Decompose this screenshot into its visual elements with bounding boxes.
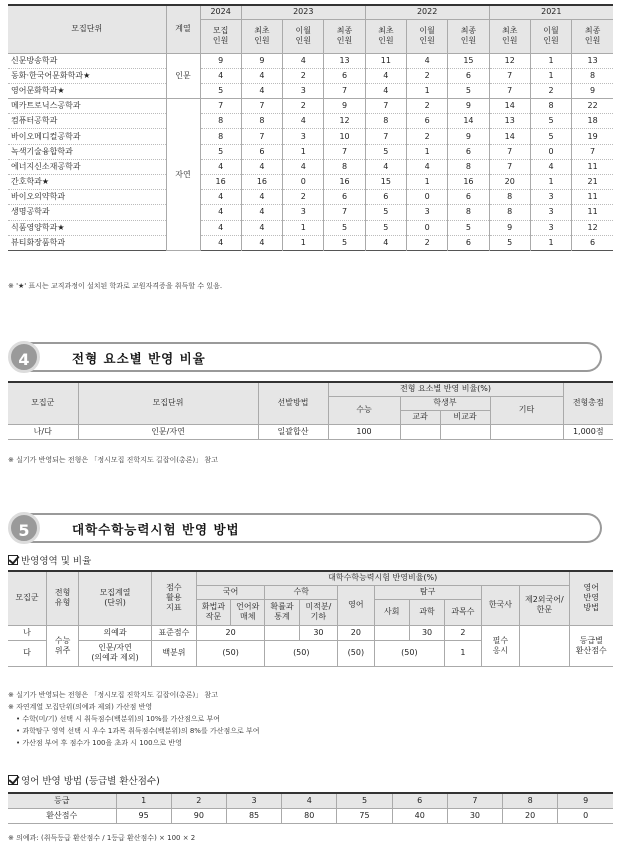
cell-group: 다 bbox=[8, 640, 47, 666]
cell-value: 5 bbox=[448, 220, 489, 235]
english-grade-table bbox=[8, 792, 613, 824]
cell-foreign-language bbox=[520, 625, 569, 666]
cell-value: 21 bbox=[572, 175, 613, 190]
cell-score: 75 bbox=[337, 808, 392, 823]
header-method: 선발방법 bbox=[258, 382, 328, 424]
cell-unit: 녹색기술융합학과 bbox=[8, 144, 166, 159]
footnote-line: • 수학(미/기) 선택 시 취득점수(백분위)의 10%를 가산점으로 부여 bbox=[16, 715, 221, 723]
table-row bbox=[8, 144, 613, 159]
cell-value: 5 bbox=[200, 83, 241, 98]
cell-total: 1,000점 bbox=[563, 424, 613, 439]
header-social: 사회 bbox=[374, 599, 409, 625]
cell-unit: 에너지신소재공학과 bbox=[8, 159, 166, 174]
cell-value: 16 bbox=[200, 175, 241, 190]
cell-korean-history: 필수 응시 bbox=[481, 625, 520, 666]
table-row bbox=[8, 129, 613, 144]
cell-value: 4 bbox=[200, 159, 241, 174]
cell-method: 일괄합산 bbox=[258, 424, 328, 439]
footnote-line: ※ 실기가 반영되는 전형은 「정시모집 진학지도 길잡이(총론)」 참고 bbox=[8, 691, 218, 699]
cell-value: 5 bbox=[365, 205, 406, 220]
cell-value: 4 bbox=[283, 114, 324, 129]
cell-value: 1 bbox=[406, 175, 447, 190]
header-transfer: 이월 인원 bbox=[530, 19, 571, 53]
cell-value: 7 bbox=[489, 68, 530, 83]
cell-value: 19 bbox=[572, 129, 613, 144]
cell-nonsubject bbox=[440, 424, 490, 439]
cell-value: 11 bbox=[572, 159, 613, 174]
header-english: 영어 bbox=[338, 585, 374, 625]
cell-value: 6 bbox=[448, 235, 489, 250]
cell-value: 4 bbox=[241, 190, 282, 205]
cell-value: 11 bbox=[365, 53, 406, 68]
cell-math: (50) bbox=[265, 640, 338, 666]
header-language-media: 언어와 매체 bbox=[231, 599, 265, 625]
cell-value: 8 bbox=[241, 114, 282, 129]
cell-value: 1 bbox=[530, 235, 571, 250]
cell-english: 20 bbox=[338, 625, 374, 640]
cell-value: 5 bbox=[365, 144, 406, 159]
header-group: 모집군 bbox=[8, 571, 47, 625]
cell-value: 4 bbox=[200, 235, 241, 250]
header-csat: 수능 bbox=[328, 396, 400, 424]
cell-value: 7 bbox=[489, 83, 530, 98]
header-speech-writing: 화법과 작문 bbox=[196, 599, 230, 625]
cell-value: 16 bbox=[241, 175, 282, 190]
cell-value: 8 bbox=[572, 68, 613, 83]
cell-value: 4 bbox=[200, 205, 241, 220]
cell-value: 4 bbox=[406, 53, 447, 68]
cell-value: 13 bbox=[324, 53, 365, 68]
cell-value: 4 bbox=[241, 235, 282, 250]
cell-value: 16 bbox=[324, 175, 365, 190]
admissions-history-table bbox=[8, 4, 613, 251]
cell-value: 8 bbox=[365, 114, 406, 129]
header-korean: 국어 bbox=[196, 585, 265, 599]
cell-value: 9 bbox=[448, 129, 489, 144]
header-final: 최종 인원 bbox=[448, 19, 489, 53]
header-2023: 2023 bbox=[241, 5, 365, 19]
cell-score: 20 bbox=[503, 808, 558, 823]
cell-korean: (50) bbox=[196, 640, 265, 666]
cell-value: 7 bbox=[324, 205, 365, 220]
cell-value: 6 bbox=[324, 68, 365, 83]
cell-unit: 컴퓨터공학과 bbox=[8, 114, 166, 129]
cell-value: 15 bbox=[365, 175, 406, 190]
cell-value: 4 bbox=[365, 159, 406, 174]
cell-field: 인문/자연 (의예과 제외) bbox=[79, 640, 152, 666]
cell-value: 3 bbox=[530, 190, 571, 205]
cell-subject bbox=[400, 424, 440, 439]
header-type: 전형 유형 bbox=[47, 571, 79, 625]
cell-value: 4 bbox=[241, 159, 282, 174]
cell-value: 9 bbox=[489, 220, 530, 235]
cell-value: 4 bbox=[283, 53, 324, 68]
cell-value: 0 bbox=[406, 190, 447, 205]
cell-value: 4 bbox=[241, 220, 282, 235]
cell-value: 6 bbox=[448, 68, 489, 83]
cell-value: 5 bbox=[489, 235, 530, 250]
header-csat-ratio: 대학수학능력시험 반영비율(%) bbox=[196, 571, 569, 585]
cell-value: 5 bbox=[530, 129, 571, 144]
cell-value: 5 bbox=[365, 220, 406, 235]
table-row bbox=[8, 68, 613, 83]
subheading-english-method bbox=[8, 773, 160, 787]
cell-value: 13 bbox=[572, 53, 613, 68]
checkbox-icon bbox=[8, 555, 18, 565]
cell-grade: 8 bbox=[503, 793, 558, 808]
header-science: 과학 bbox=[409, 599, 444, 625]
header-field: 계열 bbox=[166, 5, 200, 53]
header-recruit: 모집 인원 bbox=[200, 19, 241, 53]
cell-unit: 간호학과★ bbox=[8, 175, 166, 190]
footnote-practical: ※ 실기가 반영되는 전형은 「정시모집 진학지도 길잡이(총론)」 참고 bbox=[8, 456, 218, 464]
cell-value: 7 bbox=[324, 83, 365, 98]
header-school-record: 학생부 bbox=[400, 396, 490, 410]
cell-score: 40 bbox=[392, 808, 447, 823]
header-unit: 모집단위 bbox=[8, 5, 166, 53]
cell-value: 5 bbox=[530, 114, 571, 129]
cell-value: 4 bbox=[283, 159, 324, 174]
cell-value: 4 bbox=[530, 159, 571, 174]
cell-value: 4 bbox=[200, 68, 241, 83]
cell-subject-count: 1 bbox=[445, 640, 481, 666]
header-2024: 2024 bbox=[200, 5, 241, 19]
header-transfer: 이월 인원 bbox=[283, 19, 324, 53]
cell-value: 9 bbox=[241, 53, 282, 68]
footnotes-csat bbox=[8, 689, 260, 749]
cell-value: 18 bbox=[572, 114, 613, 129]
table-row bbox=[8, 220, 613, 235]
csat-reflection-table bbox=[8, 570, 613, 667]
cell-value: 11 bbox=[572, 205, 613, 220]
cell-score-index: 백분위 bbox=[151, 640, 196, 666]
cell-value: 3 bbox=[530, 220, 571, 235]
cell-grade: 1 bbox=[116, 793, 171, 808]
header-score-index: 점수 활용 지표 bbox=[151, 571, 196, 625]
cell-value: 20 bbox=[489, 175, 530, 190]
cell-value: 6 bbox=[324, 190, 365, 205]
cell-value: 6 bbox=[572, 235, 613, 250]
cell-value: 7 bbox=[365, 99, 406, 114]
header-subject: 교과 bbox=[400, 410, 440, 424]
header-korean-history: 한국사 bbox=[481, 585, 520, 625]
cell-value: 1 bbox=[406, 144, 447, 159]
cell-value: 3 bbox=[283, 83, 324, 98]
cell-value: 7 bbox=[572, 144, 613, 159]
cell-grade: 7 bbox=[447, 793, 502, 808]
cell-value: 6 bbox=[448, 190, 489, 205]
cell-unit: 뷰티화장품학과 bbox=[8, 235, 166, 250]
cell-value: 0 bbox=[283, 175, 324, 190]
cell-science: 30 bbox=[409, 625, 444, 640]
cell-type: 수능 위주 bbox=[47, 625, 79, 666]
header-final: 최종 인원 bbox=[572, 19, 613, 53]
cell-social bbox=[374, 625, 409, 640]
cell-value: 0 bbox=[406, 220, 447, 235]
cell-value: 3 bbox=[283, 129, 324, 144]
cell-value: 9 bbox=[448, 99, 489, 114]
header-initial: 최초 인원 bbox=[241, 19, 282, 53]
cell-value: 7 bbox=[241, 99, 282, 114]
cell-value: 8 bbox=[489, 205, 530, 220]
cell-value: 7 bbox=[489, 159, 530, 174]
cell-csat: 100 bbox=[328, 424, 400, 439]
cell-unit: 메카트로닉스공학과 bbox=[8, 99, 166, 114]
header-field: 모집계열 (단위) bbox=[79, 571, 152, 625]
cell-value: 12 bbox=[572, 220, 613, 235]
header-other: 기타 bbox=[490, 396, 563, 424]
cell-value: 4 bbox=[406, 159, 447, 174]
cell-value: 2 bbox=[406, 68, 447, 83]
subheading-text: 반영영역 및 비율 bbox=[21, 556, 92, 567]
cell-value: 2 bbox=[283, 68, 324, 83]
cell-value: 4 bbox=[365, 235, 406, 250]
header-foreign-language: 제2외국어/ 한문 bbox=[520, 585, 569, 625]
header-initial: 최초 인원 bbox=[489, 19, 530, 53]
cell-value: 4 bbox=[241, 83, 282, 98]
cell-group: 나/다 bbox=[8, 424, 78, 439]
cell-value: 6 bbox=[406, 114, 447, 129]
cell-value: 8 bbox=[530, 99, 571, 114]
header-math: 수학 bbox=[265, 585, 338, 599]
table-row bbox=[8, 235, 613, 250]
header-group: 모집군 bbox=[8, 382, 78, 424]
cell-grade: 4 bbox=[282, 793, 337, 808]
cell-score: 95 bbox=[116, 808, 171, 823]
header-english-method: 영어 반영 방법 bbox=[569, 571, 613, 625]
cell-unit: 신문방송학과 bbox=[8, 53, 166, 68]
cell-value: 1 bbox=[530, 53, 571, 68]
cell-value: 8 bbox=[200, 129, 241, 144]
cell-field-group: 인문 bbox=[166, 53, 200, 99]
checkbox-icon bbox=[8, 775, 18, 785]
cell-unit: 바이오의약학과 bbox=[8, 190, 166, 205]
cell-field-group: 자연 bbox=[166, 99, 200, 251]
cell-value: 7 bbox=[324, 144, 365, 159]
cell-field: 의예과 bbox=[79, 625, 152, 640]
cell-value: 9 bbox=[572, 83, 613, 98]
cell-score: 85 bbox=[226, 808, 281, 823]
footnote-line: • 과학탐구 영역 선택 시 우수 1과목 취득점수(백분위)의 8%를 가산점으로 부여 bbox=[16, 727, 260, 735]
cell-score: 90 bbox=[171, 808, 226, 823]
cell-value: 2 bbox=[406, 99, 447, 114]
cell-value: 2 bbox=[283, 99, 324, 114]
cell-value: 14 bbox=[489, 129, 530, 144]
cell-value: 11 bbox=[572, 190, 613, 205]
cell-subject-count: 2 bbox=[445, 625, 481, 640]
cell-value: 8 bbox=[200, 114, 241, 129]
cell-value: 12 bbox=[489, 53, 530, 68]
table-row bbox=[8, 159, 613, 174]
cell-value: 2 bbox=[283, 190, 324, 205]
header-final: 최종 인원 bbox=[324, 19, 365, 53]
cell-grade: 9 bbox=[558, 793, 613, 808]
cell-value: 8 bbox=[448, 159, 489, 174]
cell-value: 7 bbox=[200, 99, 241, 114]
cell-value: 7 bbox=[365, 129, 406, 144]
section-header-4 bbox=[8, 340, 608, 374]
cell-value: 12 bbox=[324, 114, 365, 129]
header-unit: 모집단위 bbox=[78, 382, 258, 424]
cell-value: 4 bbox=[365, 83, 406, 98]
table-row bbox=[8, 53, 613, 68]
cell-score-index: 표준점수 bbox=[151, 625, 196, 640]
cell-unit: 인문/자연 bbox=[78, 424, 258, 439]
cell-value: 2 bbox=[406, 129, 447, 144]
cell-value: 16 bbox=[448, 175, 489, 190]
header-nonsubject: 비교과 bbox=[440, 410, 490, 424]
cell-value: 1 bbox=[530, 175, 571, 190]
cell-korean: 20 bbox=[196, 625, 265, 640]
cell-inquiry: (50) bbox=[374, 640, 445, 666]
table-row bbox=[8, 99, 613, 114]
header-converted-score: 환산점수 bbox=[8, 808, 116, 823]
cell-value: 0 bbox=[530, 144, 571, 159]
cell-value: 15 bbox=[448, 53, 489, 68]
section-number-badge: 4 bbox=[8, 341, 40, 373]
footnote-teaching-course: ※ '★' 표시는 교직과정이 설치된 학과로 교원자격증을 취득할 수 있음. bbox=[8, 282, 223, 290]
cell-value: 4 bbox=[241, 205, 282, 220]
cell-value: 7 bbox=[241, 129, 282, 144]
subheading-text: 영어 반영 방법 (등급별 환산점수) bbox=[21, 776, 160, 787]
section-number-badge: 5 bbox=[8, 512, 40, 544]
cell-value: 1 bbox=[283, 220, 324, 235]
section-title: 전형 요소별 반영 비율 bbox=[72, 351, 206, 366]
cell-unit: 식품영양학과★ bbox=[8, 220, 166, 235]
cell-value: 14 bbox=[489, 99, 530, 114]
header-2022: 2022 bbox=[365, 5, 489, 19]
cell-score: 0 bbox=[558, 808, 613, 823]
header-total: 전형총점 bbox=[563, 382, 613, 424]
cell-value: 4 bbox=[200, 220, 241, 235]
cell-grade: 2 bbox=[171, 793, 226, 808]
header-inquiry: 탐구 bbox=[374, 585, 481, 599]
cell-value: 7 bbox=[489, 144, 530, 159]
header-transfer: 이월 인원 bbox=[406, 19, 447, 53]
section-title: 대학수학능력시험 반영 방법 bbox=[72, 522, 240, 537]
cell-value: 4 bbox=[200, 190, 241, 205]
cell-value: 1 bbox=[283, 144, 324, 159]
cell-unit: 바이오메디컬공학과 bbox=[8, 129, 166, 144]
table-row bbox=[8, 190, 613, 205]
cell-unit: 영어문화학과★ bbox=[8, 83, 166, 98]
footnote-line: • 가산점 부여 후 점수가 100을 초과 시 100으로 반영 bbox=[16, 739, 182, 747]
cell-grade: 6 bbox=[392, 793, 447, 808]
header-probability: 확률과 통계 bbox=[265, 599, 299, 625]
cell-unit: 생명공학과 bbox=[8, 205, 166, 220]
cell-value: 3 bbox=[406, 205, 447, 220]
cell-value: 1 bbox=[283, 235, 324, 250]
cell-value: 1 bbox=[530, 68, 571, 83]
table-row bbox=[8, 83, 613, 98]
selection-ratio-table bbox=[8, 381, 613, 440]
header-subject-count: 과목수 bbox=[445, 599, 481, 625]
table-row bbox=[8, 175, 613, 190]
cell-calculus: 30 bbox=[299, 625, 338, 640]
cell-grade: 3 bbox=[226, 793, 281, 808]
cell-value: 4 bbox=[241, 68, 282, 83]
section-header-5 bbox=[8, 511, 608, 545]
cell-other bbox=[490, 424, 563, 439]
cell-unit: 동화·한국어문화학과★ bbox=[8, 68, 166, 83]
subheading-reflection-areas bbox=[8, 553, 91, 567]
cell-value: 5 bbox=[200, 144, 241, 159]
cell-score: 80 bbox=[282, 808, 337, 823]
footnote-medical: ※ 의예과: (취득등급 환산점수 / 1등급 환산점수) × 100 × 2 bbox=[8, 834, 196, 842]
cell-value: 3 bbox=[283, 205, 324, 220]
cell-value: 22 bbox=[572, 99, 613, 114]
cell-value: 1 bbox=[406, 83, 447, 98]
cell-value: 3 bbox=[530, 205, 571, 220]
cell-value: 8 bbox=[448, 205, 489, 220]
cell-english-method: 등급별 환산점수 bbox=[569, 625, 613, 666]
cell-group: 나 bbox=[8, 625, 47, 640]
header-calculus: 미적분/ 기하 bbox=[299, 599, 338, 625]
header-initial: 최초 인원 bbox=[365, 19, 406, 53]
cell-value: 8 bbox=[489, 190, 530, 205]
cell-value: 2 bbox=[406, 235, 447, 250]
cell-value: 14 bbox=[448, 114, 489, 129]
cell-value: 2 bbox=[530, 83, 571, 98]
cell-value: 5 bbox=[448, 83, 489, 98]
cell-value: 13 bbox=[489, 114, 530, 129]
cell-value: 10 bbox=[324, 129, 365, 144]
cell-value: 4 bbox=[365, 68, 406, 83]
header-ratio: 전형 요소별 반영 비율(%) bbox=[328, 382, 563, 396]
cell-value: 5 bbox=[324, 235, 365, 250]
cell-value: 9 bbox=[200, 53, 241, 68]
cell-english: (50) bbox=[338, 640, 374, 666]
footnote-line: ※ 자연계열 모집단위(의예과 제외) 가산점 반영 bbox=[8, 703, 153, 711]
header-2021: 2021 bbox=[489, 5, 613, 19]
cell-value: 5 bbox=[324, 220, 365, 235]
cell-grade: 5 bbox=[337, 793, 392, 808]
header-grade: 등급 bbox=[8, 793, 116, 808]
cell-value: 6 bbox=[448, 144, 489, 159]
table-row bbox=[8, 114, 613, 129]
cell-value: 6 bbox=[241, 144, 282, 159]
table-row bbox=[8, 205, 613, 220]
cell-value: 8 bbox=[324, 159, 365, 174]
cell-value: 6 bbox=[365, 190, 406, 205]
cell-probability bbox=[265, 625, 299, 640]
cell-value: 9 bbox=[324, 99, 365, 114]
cell-score: 30 bbox=[447, 808, 502, 823]
